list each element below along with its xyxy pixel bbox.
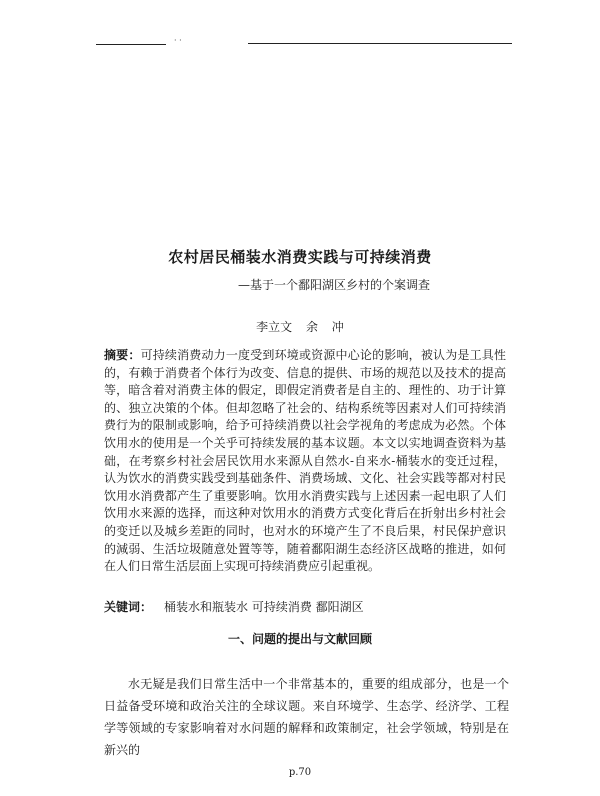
article-subtitle: —基于一个鄱阳湖区乡村的个案调查 (238, 278, 431, 292)
section-heading: 一、问题的提出与文献回顾 (227, 632, 372, 646)
abstract-text: 可持续消费动力一度受到环境或资源中心论的影响，被认为是工具性的，有赖于消费者个体行为改变、信息的提供、市场的规范以及技术的提高等，暗含着对消费主体的假定，即假定消费者是自主的、理性的、功于计算的、独立决策的个体。但却忽略了社会的、结构系统等因素对人们可持续消费行为的限制或影响，给予可持续消费以社会学视角的考虑成为必然。个体饮用水的使用是一个关乎可持续发展的基本议题。本文以实地调查资料为基础，在考察乡村社会居民饮用水来源从自然水-自来水-桶装水的变迁过程，认为饮水的消费实践受到基础条件、消费场域、文化、社会实践等都对村民饮用水消费都产生了重要影响。饮用水消费实践与上述因素一起电职了人们饮用水来源的选择，而这种对饮用水的消费方式变化背后在折射出乡村社会的变迁以及城乡差距的同时，也对水的环境产生了不良后果，村民保护意识的減弱、生活垃圾随意处置等等，随着鄱阳湖生态经济区战略的推进，如何在人们日常生活层面上实现可持续消费应引起重视。 (104, 348, 506, 574)
header-rule-right (248, 43, 512, 44)
abstract (104, 347, 506, 576)
keywords (104, 598, 506, 615)
keywords-label: 关键词： (104, 600, 153, 614)
header-rule-left (96, 44, 166, 45)
page-number: p.70 (288, 767, 312, 778)
article-title: 农村居民桶装水消费实践与可持续消费 (168, 248, 432, 266)
article-authors: 李立文 余 冲 (256, 320, 344, 334)
abstract-label: 摘要： (104, 348, 141, 362)
keywords-list: 桶装水和瓶装水 可持续消费 鄱阳湖区 (164, 600, 364, 614)
header-dots: · · (174, 36, 182, 45)
body-paragraph: 水无疑是我们日常生活中一个非常基本的，重要的组成部分，也是一个日益备受环境和政治关注的全球议题。来自环境学、生态学、经济学、工程学等领域的专家影响着对水问题的解释和政策制定，社会学领域，特别是在新兴的 (104, 677, 509, 757)
